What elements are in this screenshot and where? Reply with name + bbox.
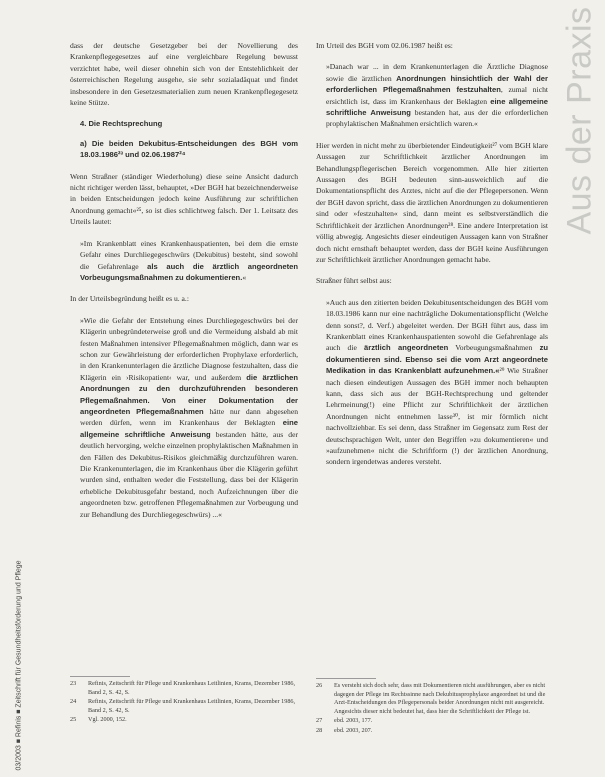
rquote1-part-b: Anordnungen hinsichtlich der Wahl der erforderlichen Pflegemaßnahmen festzuhalten [326,73,548,95]
footnote: 27 ebd. 2003, 177. [316,717,373,725]
footnotes-right [316,682,548,737]
rquote2-part-c: Vorbeugungsmaßnahmen [448,343,540,353]
rquote1-part-e: bestanden hat, aus der die erforderlichen prophylaktischen Maßnahmen ersichtlich waren.« [326,108,548,129]
quote1-text: »Im Krankenblatt eines Krankenhauspatienten, bei dem die ernste Gefahr eines Durchliegegeschwürs (Dekubitus) besteht, sind sowohl die Gefahrenlage [80,238,298,271]
quote2-part-a: »Wie die Gefahr der Entstehung eines Durchliegegeschwürs bei der Klägerin unbegründeterweise groß und die Vermeidung alsbald ab mit festen Maßnahmen intensiver Pflegemaßnahmen möglich, dann war es schon zur Gewährleistung der erforderlichen Prophylaxe erforderlich, in den Krankenunterlagen die ärztliche Diagnose festzuhalten, dass die Klägerin ein ›Risikopatient‹ war, und außerdem [80,315,298,382]
footnote: 24 Refinis, Zeitschrift für Pflege und Krankenhaus Leitlinien, Krams, Dezember 1986, Band 2, S. 42, S. [70,698,296,714]
quote2-part-c: hätte nur dann abgesehen werden dürfen, wenn im Krankenhaus der Beklagten [80,406,298,428]
rquote1-part-d: eine allgemeine schriftliche Anweisung [326,96,548,118]
left-column [70,40,298,530]
rquote2-part-d: zu dokumentieren sind. Ebenso sei die vom Arzt angeordnete Medikation [326,343,548,376]
rquote2-part-a: »Auch aus den zitierten beiden Dekubitusentscheidungen des BGH vom 18.03.1986 kann nur eine nachträgliche Dokumentationspflicht (Welche denn sonst?, d. Verf.) abgeleitet werden. Der BGH führt aus, dass im Krankenblatt eines Krankenhauspatienten sowohl die Gefahrenlage als auch die [326,297,548,353]
right-quote-2 [316,297,548,468]
footnote: 26 Es versteht sich doch sehr, dass mit Dokumentieren nicht ausführungen, aber es nicht dagegen der Pflege im Rechtssinne nach Dekubitusprophylaxe angeordnet ist und die Arzt-Entscheidungen des Pflegepersonals beider Anordnungen nicht mit ausgereicht. Angesichts dieser nicht bedeutet hat, dass hier die Schriftlichkeit der Pflege ist. [316,682,546,715]
right-column [316,40,548,478]
left-paragraph-2: Wenn Straßner (ständiger Wiederholung) diese seine Ansicht dadurch nicht richtiger werden lässt, behauptet, »Der BGH hat bezeichnenderweise in beiden Entscheidungen jedoch keine Ausführung zur schriftlichen Anordnung gemacht«²⁵, so ist dies schlichtweg falsch. Der 1. Leitsatz des Urteils lautet: [70,171,298,227]
quote2-part-e: bestanden hätte, aus der deutlich hervorging, welche einzelnen prophylaktischen Maßnahmen in den Fällen des Dekubitus-Risikos gleichmäßig durchzuführen waren. Die Krankenunterlagen, die im Krankenhaus über die Klägerin geführt wurden sind, enthalten weder die Feststellung, dass bei der Klägerin erhebliche Dekubitusgefahr bestand, noch Aufzeichnungen über die angeordneten bzw. getroffenen Pflegemaßnahmen zur Vorbeugung und zur Behandlung des Durchliegegeschwürs) ...« [80,429,298,519]
quote2-part-d: eine allgemeine schriftliche Anweisung [80,418,298,439]
section-title-vertical [560,5,600,235]
left-paragraph-1: dass der deutsche Gesetzgeber bei der Novellierung des Krankenpflegegesetzes auf eine vergleichbare Regelung bewusst verzichtet habe, weil dieser ohnehin sich von der Entstehlichkeit der österreichischen Regelung ausgehe, sie sehr sozialadäquat und findet insbesondere in den Gesetzesmaterialien zum neuen Krankenpflegegesetz keine Stütze. [70,41,298,108]
rquote2-part-f: ²⁹ Wie Straßner nach diesen eindeutigen Aussagen des BGH immer noch behaupten kann, dass sich aus der BGH-Rechtsprechung und geltender Lehrmeinung(!) eine Pflicht zur Schriftlichkeit der ärztlichen Anordnungen nicht entnehmen lasse³⁰, ist mir förmlich nicht nachvollziehbar. Es sei denn, dass Straßner im Gegensatz zum Rest der deutschsprachigen Welt, unter den Begriffen »zu dokumentieren« und »aufzunehmen« nicht die Schriftform (!) der ärztlichen Anordnung, sondern irgendetwas anderes versteht. [326,366,548,467]
rquote2-part-e: in das Krankenblatt aufzunehmen.« [365,366,500,376]
left-quote-1 [70,238,298,284]
left-quote-2 [70,315,298,520]
quote1-end: « [242,272,247,282]
section-title-text: Aus der Praxis [560,5,599,235]
journal-footer-text: 03/2003 ■ Refinis ■ Zeitschrift für Gesundheitsförderung und Pflege [15,559,23,771]
footnote: 23 Refinis, Zeitschrift für Pflege und Krankenhaus Leitlinien, Krams, Dezember 1986, Band 2, S. 42, S. [70,680,296,696]
left-paragraph-3: In der Urteilsbegründung heißt es u. a.: [70,294,189,304]
right-paragraph-2: Hier werden in nicht mehr zu überbietender Eindeutigkeit²⁷ vom BGH klare Aussagen zur Schriftlichkeit ärztlicher Anordnungen im Behandlungspflegerischen Bereich vorgenommen. Alle hier zitierten Aussagen des BGH bedeuten sinn-ausweichlich auf die Dokumentationspflicht des Arztes, nicht auf die der Pflegepersonen. Wenn der BGH davon spricht, dass die ärztlichen Anordnungen zu dokumentieren sind oder »festzuhalten« sind, dann meint es selbstverständlich die Schriftlichkeit der ärztlichen Anordnungen²⁸. Eine andere Interpretation ist völlig abwegig. Angesichts dieser eindeutigen Aussagen kann von Straßner doch nicht ernsthaft behauptet werden, dass der BGH keine Ausführungen zur Schriftlichkeit ärztlicher Anordnungen gemacht habe. [316,140,548,264]
rquote1-part-a: »Danach war ... in dem Krankenunterlagen die Ärztliche Diagnose sowie die ärztlichen [326,62,548,83]
section-heading-rechtsprechung: 4. Die Rechtsprechung [80,119,163,129]
right-paragraph-3: Straßner führt selbst aus: [316,276,392,286]
journal-footer-vertical [8,560,30,770]
right-quote-1 [316,61,548,129]
right-paragraph-1: Im Urteil des BGH vom 02.06.1987 heißt es: [316,41,453,50]
quote2-part-b: die ärztlichen Anordnungen zu den durchzuführenden besonderen Pflegemaßnahmen. Von einer Dokumentation der angeordneten Pflegemaßnahmen [80,372,298,416]
subsection-heading-bgh: a) Die beiden Dekubitus-Entscheidungen des BGH vom 18.03.1986²³ und 02.06.1987²⁴ [80,138,298,160]
footnote: 25 Vgl. 2000, 152. [70,716,127,724]
footnote-divider-right [316,678,376,679]
footnotes-left [70,680,298,726]
rquote2-part-b: ärztlich angeordneten [364,343,449,353]
footnote: 28 ebd. 2003, 207. [316,726,373,734]
quote1-bold: als auch die ärztlich angeordneten Vorbeugungsmaßnahmen zu dokumentieren. [80,261,298,282]
rquote1-part-c: , zumal nicht ersichtlich ist, dass im Krankenhaus der Beklagten [326,85,548,106]
footnote-divider-left [70,676,130,677]
